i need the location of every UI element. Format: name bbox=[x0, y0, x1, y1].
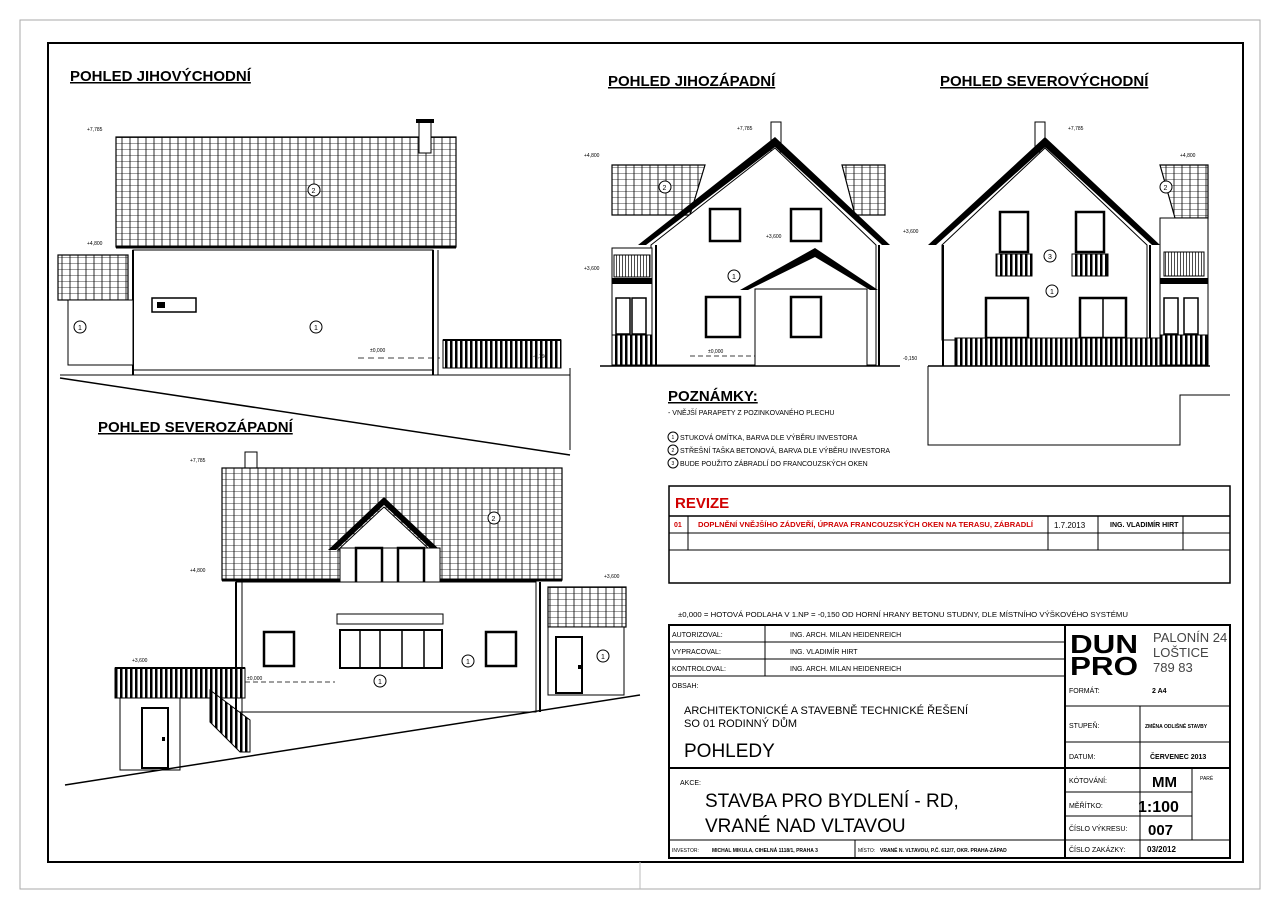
note-line-2: STŘEŠNÍ TAŠKA BETONOVÁ, BARVA DLE VÝBĚRU INVESTORA bbox=[680, 448, 891, 455]
revision-number: 01 bbox=[674, 522, 682, 529]
revision-date: 1.7.2013 bbox=[1054, 521, 1086, 530]
svg-text:2: 2 bbox=[671, 448, 675, 454]
level-sv-roof: +7,785 bbox=[1068, 126, 1084, 132]
level-sz-terrace: +3,600 bbox=[132, 658, 148, 664]
marker-2-jv: 2 bbox=[311, 188, 316, 195]
obsah-line-2: SO 01 RODINNÝ DŮM bbox=[684, 718, 798, 730]
revision-author: ING. VLADIMÍR HIRT bbox=[1110, 522, 1179, 529]
akce-label: AKCE: bbox=[680, 780, 702, 787]
marker-1-sz-right: 1 bbox=[466, 659, 470, 666]
vypracoval-label: VYPRACOVAL: bbox=[672, 649, 721, 656]
misto-label: MÍSTO: bbox=[858, 848, 876, 854]
note-line-1: STUKOVÁ OMÍTKA, BARVA DLE VÝBĚRU INVESTORA bbox=[680, 435, 858, 442]
level-sv-upper: +4,800 bbox=[1180, 153, 1196, 159]
title-block bbox=[669, 625, 1230, 858]
kontroloval-label: KONTROLOVAL: bbox=[672, 666, 726, 673]
datum-value: ČERVENEC 2013 bbox=[1150, 754, 1207, 761]
marker-3-sv: 3 bbox=[1048, 254, 1052, 261]
elevation-severovychodni bbox=[903, 122, 1230, 445]
pare-label: PARÉ bbox=[1200, 776, 1214, 782]
address-line-1: PALONÍN 24 bbox=[1153, 630, 1228, 645]
level-jv-ground: ±0,000 bbox=[370, 348, 386, 354]
meritko-value: 1:100 bbox=[1138, 799, 1179, 816]
notes-title: POZNÁMKY: bbox=[668, 388, 758, 405]
level-jz-upper: +4,800 bbox=[584, 153, 600, 159]
marker-1-sv: 1 bbox=[1050, 289, 1054, 296]
cislo-zakazky-value: 03/2012 bbox=[1147, 845, 1176, 854]
misto-value: VRANÉ N. VLTAVOU, P.Č. 612/7, OKR. PRAHA-ZÁPAD bbox=[880, 848, 1007, 854]
level-sz-porch: +3,600 bbox=[604, 574, 620, 580]
level-jv-upper: +4,800 bbox=[87, 241, 103, 247]
akce-line-2: VRANÉ NAD VLTAVOU bbox=[705, 816, 906, 837]
stupen-value: ZMĚNA ODLIŠNÉ STAVBY bbox=[1145, 724, 1208, 730]
elevation-severozapadni bbox=[65, 452, 640, 785]
svg-text:3: 3 bbox=[671, 461, 675, 467]
marker-1-jz: 1 bbox=[732, 274, 736, 281]
revision-title: REVIZE bbox=[675, 495, 730, 512]
company-logo bbox=[1070, 629, 1140, 681]
cislo-vykresu-value: 007 bbox=[1148, 822, 1174, 839]
level-sv-ground: -0,150 bbox=[903, 356, 918, 362]
note-line-3: BUDE POUŽITO ZÁBRADLÍ DO FRANCOUZSKÝCH OKEN bbox=[680, 461, 868, 468]
elevation-jihovychodni bbox=[58, 119, 570, 455]
level-jz-ground: ±0,000 bbox=[708, 349, 724, 355]
level-jz-mid: +3,600 bbox=[766, 234, 782, 240]
cislo-zakazky-label: ČÍSLO ZAKÁZKY: bbox=[1069, 847, 1126, 854]
logo-top: DUN bbox=[1070, 629, 1138, 659]
cislo-vykresu-label: ČÍSLO VÝKRESU: bbox=[1069, 826, 1128, 833]
level-jz-left: +3,600 bbox=[584, 266, 600, 272]
view-title-severovychodni: POHLED SEVEROVÝCHODNÍ bbox=[940, 73, 1149, 90]
investor-value: MICHAL MIKULA, CIHELNÁ 1118/1, PRAHA 3 bbox=[712, 848, 818, 854]
format-label: FORMÁT: bbox=[1069, 688, 1100, 695]
marker-1-jv: 1 bbox=[314, 325, 318, 332]
format-value: 2 A4 bbox=[1152, 688, 1167, 695]
autorizoval-value: ING. ARCH. MILAN HEIDENREICH bbox=[790, 632, 902, 639]
revision-text: DOPLNĚNÍ VNĚJŠÍHO ZÁDVEŘÍ, ÚPRAVA FRANCOUZSKÝCH OKEN NA TERASU, ZÁBRADLÍ bbox=[698, 522, 1007, 529]
logo-bottom: PRO bbox=[1070, 651, 1138, 681]
level-jz-roof: +7,785 bbox=[737, 126, 753, 132]
marker-1-sz: 1 bbox=[378, 679, 382, 686]
marker-2-jz: 2 bbox=[662, 185, 667, 192]
autorizoval-label: AUTORIZOVAL: bbox=[672, 632, 723, 639]
marker-1-jv-left: 1 bbox=[78, 325, 82, 332]
notes-block bbox=[668, 388, 890, 468]
akce-line-1: STAVBA PRO BYDLENÍ - RD, bbox=[705, 791, 959, 812]
investor-label: INVESTOR: bbox=[672, 848, 699, 854]
drawing-title: POHLEDY bbox=[684, 741, 775, 762]
meritko-label: MĚŘÍTKO: bbox=[1069, 803, 1103, 810]
kotovani-label: KÓTOVÁNÍ: bbox=[1069, 778, 1107, 785]
elevation-jihozapadni bbox=[584, 122, 900, 366]
view-title-jihovychodni: POHLED JIHOVÝCHODNÍ bbox=[70, 68, 251, 85]
kotovani-value: MM bbox=[1152, 774, 1177, 791]
view-title-severozapadni: POHLED SEVEROZÁPADNÍ bbox=[98, 419, 293, 436]
marker-2-sz: 2 bbox=[491, 516, 496, 523]
level-jv-sub: -0,150 bbox=[533, 354, 548, 360]
datum-note: ±0,000 = HOTOVÁ PODLAHA V 1.NP = -0,150 OD HORNÍ HRANY BETONU STUDNY, DLE MÍSTNÍHO VÝŠKOVÉHO SYSTÉMU bbox=[678, 612, 1084, 619]
datum-label: DATUM: bbox=[1069, 754, 1096, 761]
svg-text:1: 1 bbox=[671, 435, 675, 441]
revision-table bbox=[669, 486, 1230, 583]
kontroloval-value: ING. ARCH. MILAN HEIDENREICH bbox=[790, 666, 902, 673]
marker-2-sv: 2 bbox=[1163, 185, 1168, 192]
level-jv-roof: +7,785 bbox=[87, 127, 103, 133]
note-line-0: - VNĚJŠÍ PARAPETY Z POZINKOVANÉHO PLECHU bbox=[668, 410, 835, 417]
level-sz-roof: +7,785 bbox=[190, 458, 206, 464]
address-line-3: 789 83 bbox=[1153, 660, 1193, 675]
level-sz-upper: +4,800 bbox=[190, 568, 206, 574]
obsah-line-1: ARCHITEKTONICKÉ A STAVEBNĚ TECHNICKÉ ŘEŠENÍ bbox=[684, 705, 969, 717]
marker-1-sz-porch: 1 bbox=[601, 654, 605, 661]
level-sz-ground: ±0,000 bbox=[247, 676, 263, 682]
view-title-jihozapadni: POHLED JIHOZÁPADNÍ bbox=[608, 73, 776, 90]
level-sv-mid: +3,600 bbox=[903, 229, 919, 235]
vypracoval-value: ING. VLADIMÍR HIRT bbox=[790, 649, 858, 656]
obsah-label: OBSAH: bbox=[672, 683, 699, 690]
stupen-label: STUPEŇ: bbox=[1069, 723, 1100, 730]
address-line-2: LOŠTICE bbox=[1153, 645, 1209, 660]
